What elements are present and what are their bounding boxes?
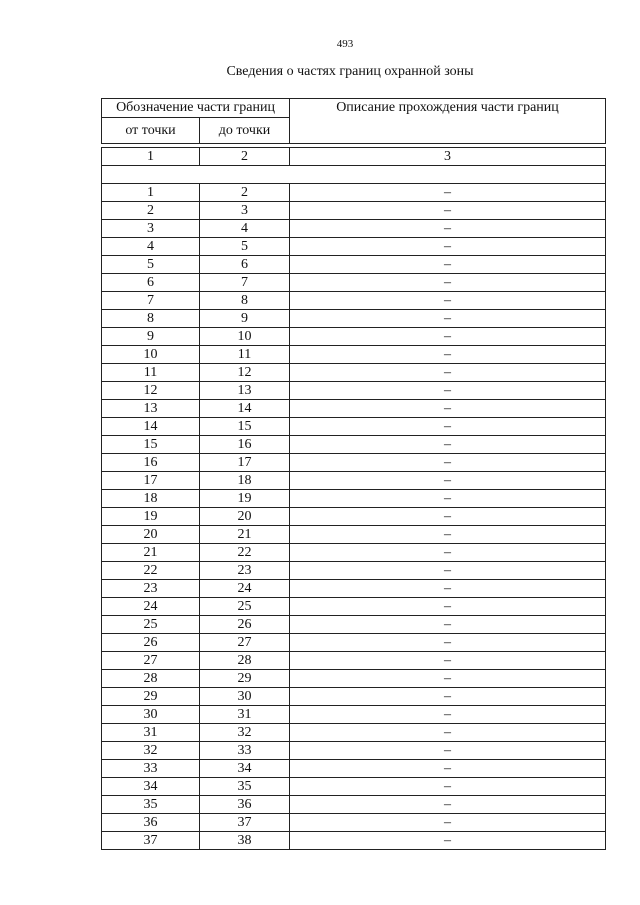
to-point-cell: 19 <box>200 490 290 508</box>
header-row-top <box>102 99 606 118</box>
from-point-cell: 3 <box>102 220 200 238</box>
description-cell: – <box>290 238 606 256</box>
description-cell: – <box>290 562 606 580</box>
table-row <box>102 508 606 526</box>
table-row <box>102 472 606 490</box>
to-point-cell: 12 <box>200 364 290 382</box>
to-point-cell: 29 <box>200 670 290 688</box>
description-cell: – <box>290 760 606 778</box>
table-row <box>102 832 606 850</box>
description-cell: – <box>290 220 606 238</box>
table-row <box>102 688 606 706</box>
description-cell: – <box>290 364 606 382</box>
table-row <box>102 580 606 598</box>
to-point-cell: 27 <box>200 634 290 652</box>
description-cell: – <box>290 778 606 796</box>
from-point-cell: 22 <box>102 562 200 580</box>
from-point-cell: 15 <box>102 436 200 454</box>
table-row <box>102 346 606 364</box>
from-point-cell: 1 <box>102 184 200 202</box>
from-point-cell: 12 <box>102 382 200 400</box>
table-row <box>102 634 606 652</box>
from-point-cell: 9 <box>102 328 200 346</box>
table-row <box>102 706 606 724</box>
to-point-cell: 18 <box>200 472 290 490</box>
table-row <box>102 202 606 220</box>
description-cell: – <box>290 436 606 454</box>
from-point-cell: 19 <box>102 508 200 526</box>
to-point-cell: 22 <box>200 544 290 562</box>
table-row <box>102 418 606 436</box>
description-cell: – <box>290 634 606 652</box>
from-point-cell: 10 <box>102 346 200 364</box>
table-row <box>102 670 606 688</box>
description-header: Описание прохождения части границ <box>290 99 606 144</box>
table-row <box>102 616 606 634</box>
description-cell: – <box>290 418 606 436</box>
to-point-cell: 13 <box>200 382 290 400</box>
description-cell: – <box>290 274 606 292</box>
from-point-cell: 29 <box>102 688 200 706</box>
to-point-cell: 6 <box>200 256 290 274</box>
from-point-cell: 21 <box>102 544 200 562</box>
table-row <box>102 292 606 310</box>
from-point-cell: 30 <box>102 706 200 724</box>
description-cell: – <box>290 670 606 688</box>
description-cell: – <box>290 292 606 310</box>
table-row <box>102 238 606 256</box>
to-point-cell: 37 <box>200 814 290 832</box>
description-cell: – <box>290 706 606 724</box>
to-point-cell: 10 <box>200 328 290 346</box>
from-point-cell: 31 <box>102 724 200 742</box>
from-point-cell: 13 <box>102 400 200 418</box>
from-point-cell: 7 <box>102 292 200 310</box>
to-point-cell: 5 <box>200 238 290 256</box>
table-row <box>102 274 606 292</box>
to-point-cell: 28 <box>200 652 290 670</box>
page-number: 493 <box>336 38 354 50</box>
table-row <box>102 328 606 346</box>
from-point-cell: 33 <box>102 760 200 778</box>
from-point-cell: 23 <box>102 580 200 598</box>
to-point-cell: 24 <box>200 580 290 598</box>
to-point-cell: 17 <box>200 454 290 472</box>
description-cell: – <box>290 256 606 274</box>
table-row <box>102 652 606 670</box>
table-row <box>102 436 606 454</box>
from-point-cell: 34 <box>102 778 200 796</box>
table-row <box>102 490 606 508</box>
table-row <box>102 364 606 382</box>
description-cell: – <box>290 184 606 202</box>
table-row <box>102 400 606 418</box>
boundary-parts-table <box>101 98 606 850</box>
from-point-cell: 37 <box>102 832 200 850</box>
description-cell: – <box>290 328 606 346</box>
from-point-cell: 20 <box>102 526 200 544</box>
description-cell: – <box>290 598 606 616</box>
column-number-3: 3 <box>290 148 606 166</box>
from-point-cell: 16 <box>102 454 200 472</box>
description-cell: – <box>290 490 606 508</box>
from-point-header: от точки <box>102 118 200 144</box>
table-row <box>102 256 606 274</box>
from-point-cell: 5 <box>102 256 200 274</box>
from-point-cell: 36 <box>102 814 200 832</box>
description-cell: – <box>290 508 606 526</box>
to-point-cell: 31 <box>200 706 290 724</box>
from-point-cell: 6 <box>102 274 200 292</box>
designation-header: Обозначение части границ <box>102 99 290 118</box>
description-cell: – <box>290 652 606 670</box>
table-row <box>102 526 606 544</box>
from-point-cell: 4 <box>102 238 200 256</box>
description-cell: – <box>290 580 606 598</box>
description-cell: – <box>290 382 606 400</box>
description-cell: – <box>290 346 606 364</box>
column-number-2: 2 <box>200 148 290 166</box>
from-point-cell: 11 <box>102 364 200 382</box>
description-cell: – <box>290 310 606 328</box>
from-point-cell: 2 <box>102 202 200 220</box>
description-cell: – <box>290 796 606 814</box>
to-point-cell: 26 <box>200 616 290 634</box>
description-cell: – <box>290 688 606 706</box>
to-point-cell: 25 <box>200 598 290 616</box>
empty-section-cell <box>102 166 606 184</box>
to-point-cell: 32 <box>200 724 290 742</box>
description-cell: – <box>290 742 606 760</box>
document-title: Сведения о частях границ охранной зоны <box>226 64 474 79</box>
from-point-cell: 35 <box>102 796 200 814</box>
to-point-cell: 35 <box>200 778 290 796</box>
description-cell: – <box>290 544 606 562</box>
table-row <box>102 562 606 580</box>
to-point-cell: 4 <box>200 220 290 238</box>
table-row <box>102 814 606 832</box>
to-point-cell: 3 <box>200 202 290 220</box>
to-point-cell: 9 <box>200 310 290 328</box>
to-point-cell: 14 <box>200 400 290 418</box>
table-row <box>102 742 606 760</box>
to-point-cell: 38 <box>200 832 290 850</box>
description-cell: – <box>290 472 606 490</box>
table-row <box>102 796 606 814</box>
description-cell: – <box>290 454 606 472</box>
from-point-cell: 14 <box>102 418 200 436</box>
to-point-cell: 36 <box>200 796 290 814</box>
table-row <box>102 760 606 778</box>
from-point-cell: 25 <box>102 616 200 634</box>
from-point-cell: 27 <box>102 652 200 670</box>
from-point-cell: 8 <box>102 310 200 328</box>
table-body <box>102 99 606 850</box>
table-row <box>102 724 606 742</box>
to-point-header: до точки <box>200 118 290 144</box>
description-cell: – <box>290 400 606 418</box>
from-point-cell: 24 <box>102 598 200 616</box>
description-cell: – <box>290 526 606 544</box>
table-row <box>102 454 606 472</box>
to-point-cell: 7 <box>200 274 290 292</box>
description-cell: – <box>290 202 606 220</box>
to-point-cell: 20 <box>200 508 290 526</box>
table-row <box>102 544 606 562</box>
to-point-cell: 11 <box>200 346 290 364</box>
table-row <box>102 382 606 400</box>
from-point-cell: 26 <box>102 634 200 652</box>
to-point-cell: 33 <box>200 742 290 760</box>
table-row <box>102 220 606 238</box>
from-point-cell: 17 <box>102 472 200 490</box>
to-point-cell: 30 <box>200 688 290 706</box>
column-numbers-row <box>102 148 606 166</box>
from-point-cell: 18 <box>102 490 200 508</box>
from-point-cell: 32 <box>102 742 200 760</box>
to-point-cell: 23 <box>200 562 290 580</box>
column-number-1: 1 <box>102 148 200 166</box>
to-point-cell: 2 <box>200 184 290 202</box>
description-cell: – <box>290 832 606 850</box>
from-point-cell: 28 <box>102 670 200 688</box>
table-row <box>102 310 606 328</box>
table-row <box>102 184 606 202</box>
to-point-cell: 16 <box>200 436 290 454</box>
to-point-cell: 34 <box>200 760 290 778</box>
description-cell: – <box>290 724 606 742</box>
empty-section-row <box>102 166 606 184</box>
description-cell: – <box>290 814 606 832</box>
description-cell: – <box>290 616 606 634</box>
table-row <box>102 778 606 796</box>
to-point-cell: 21 <box>200 526 290 544</box>
to-point-cell: 15 <box>200 418 290 436</box>
to-point-cell: 8 <box>200 292 290 310</box>
table-row <box>102 598 606 616</box>
